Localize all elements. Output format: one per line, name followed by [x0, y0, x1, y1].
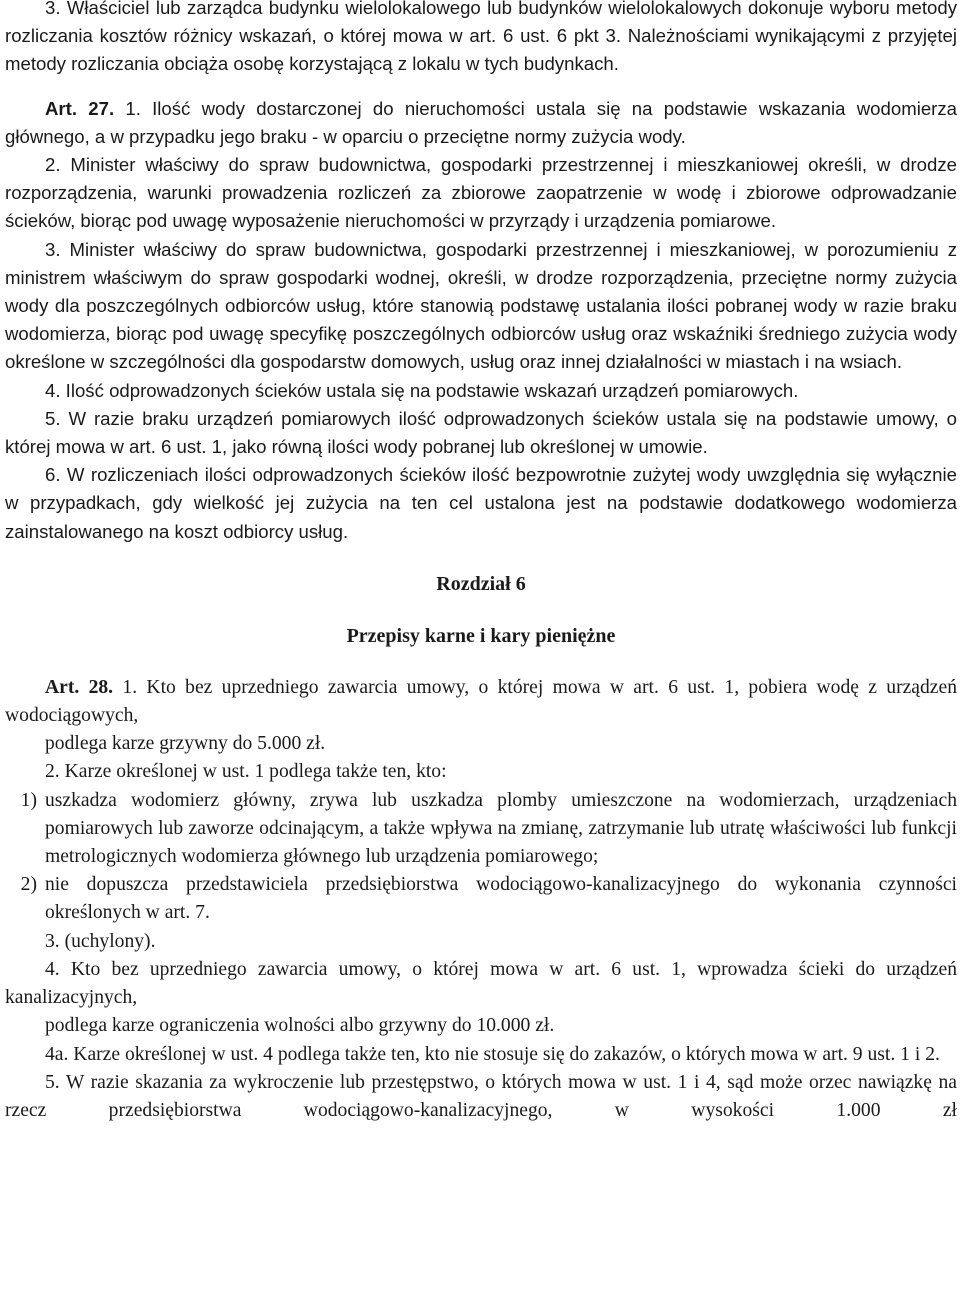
list-item	[5, 871, 957, 927]
art27-ust1-text: 1. Ilość wody dostarczonej do nieruchomości ustala się na podstawie wskazania wodomierza głównego, a w przypadku jego braku - w oparciu o przeciętne normy zużycia wody.	[5, 97, 957, 147]
art28-ust1-text: 1. Kto bez uprzedniego zawarcia umowy, o której mowa w art. 6 ust. 1, pobiera wodę z urządzeń wodociągowych,	[5, 676, 957, 727]
list-item-text: nie dopuszcza przedstawiciela przedsiębiorstwa wodociągowo-kanalizacyjnego do wykonania czynności określonych w art. 7.	[45, 874, 957, 924]
list-item	[5, 787, 957, 872]
paragraph-art28-ust4a: 4a. Karze określonej w ust. 4 podlega także ten, kto nie stosuje się do zakazów, o których mowa w art. 9 ust. 1 i 2.	[45, 1043, 940, 1065]
penalty-ust4: podlega karze ograniczenia wolności albo grzywny do 10.000 zł.	[45, 1015, 555, 1037]
paragraph-art28-ust4: 4. Kto bez uprzedniego zawarcia umowy, o której mowa w art. 6 ust. 1, wprowadza ścieki do urządzeń kanalizacyjnych,	[5, 958, 957, 1009]
paragraph-art28-ust5: 5. W razie skazania za wykroczenie lub przestępstwo, o których mowa w ust. 1 i 4, sąd może orzec nawiązkę na rzecz przedsiębiorstwa wodociągowo-kanalizacyjnego, w wysokości 1.000 zł	[5, 1071, 957, 1121]
document-page	[5, 0, 957, 1125]
list-item-text: uszkadza wodomierz główny, zrywa lub uszkadza plomby umieszczone na wodomierzach, urządzeniach pomiarowych lub zaworze odcinającym, a także wpływa na zmianę, zatrzymanie lub utratę właściwości lub funkcji metrologicznych wodomierza głównego lub urządzenia pomiarowego;	[45, 789, 957, 868]
chapter-title: Przepisy karne i kary pieniężne	[346, 624, 616, 647]
paragraph-art27-ust3: 3. Minister właściwy do spraw budownictwa, gospodarki przestrzennej i mieszkaniowej, w porozumieniu z ministrem właściwym do spraw gospodarki wodnej, określi, w drodze rozporządzenia, przeciętne normy zużycia wody dla poszczególnych odbiorców usług, które stanowią podstawę ustalania ilości pobranej wody w razie braku wodomierza, biorąc pod uwagę specyfikę poszczególnych odbiorców usług oraz wskaźniki średniego zużycia wody określone w szczególności dla gospodarstw domowych, usług oraz innej działalności w miastach i na wsiach.	[5, 238, 957, 373]
article-27-heading: Art. 27.	[45, 97, 115, 119]
list-number-2: 2)	[20, 874, 37, 896]
paragraph-art28-ust3: 3. (uchylony).	[45, 930, 156, 952]
paragraph-art27-ust5: 5. W razie braku urządzeń pomiarowych ilość odprowadzonych ścieków ustala się na podstawie umowy, o której mowa w art. 6 ust. 1, jako równą ilości wody pobranej lub określonej w umowie.	[5, 407, 957, 458]
list-item-number	[5, 871, 45, 927]
list-number-1: 1)	[20, 789, 37, 811]
list-item-number	[5, 787, 45, 872]
chapter-heading: Rozdział 6	[436, 572, 526, 595]
penalty-ust1: podlega karze grzywny do 5.000 zł.	[45, 733, 326, 755]
article-28-heading: Art. 28.	[45, 676, 114, 698]
paragraph-art27-ust1	[5, 95, 957, 151]
paragraph-art28-ust1	[5, 674, 957, 730]
paragraph-art27-ust2: 2. Minister właściwy do spraw budownictwa, gospodarki przestrzennej i mieszkaniowej określi, w drodze rozporządzenia, warunki prowadzenia rozliczeń za zbiorowe zaopatrzenie w wodę i zbiorowe odprowadzanie ścieków, biorąc pod uwagę wyposażenie nieruchomości w przyrządy i urządzenia pomiarowe.	[5, 154, 957, 232]
paragraph-art27-ust4: 4. Ilość odprowadzonych ścieków ustala się na podstawie wskazań urządzeń pomiarowych.	[45, 379, 799, 401]
paragraph-art28-ust2: 2. Karze określonej w ust. 1 podlega także ten, kto:	[45, 761, 447, 783]
paragraph-art27-ust6: 6. W rozliczeniach ilości odprowadzonych ścieków ilość bezpowrotnie zużytej wody uwzględnia się wyłącznie w przypadkach, gdy wielkość jej zużycia na ten cel ustalona jest na podstawie dodatkowego wodomierza zainstalowanego na koszt odbiorcy usług.	[5, 464, 957, 542]
paragraph-art26-ust3: 3. Właściciel lub zarządca budynku wielolokalowego lub budynków wielolokalowych dokonuje wyboru metody rozliczania kosztów różnicy wskazań, o której mowa w art. 6 ust. 6 pkt 3. Należnościami wynikającymi z przyjętej metody rozliczania obciąża osobę korzystającą z lokalu w tych budynkach.	[5, 0, 957, 75]
